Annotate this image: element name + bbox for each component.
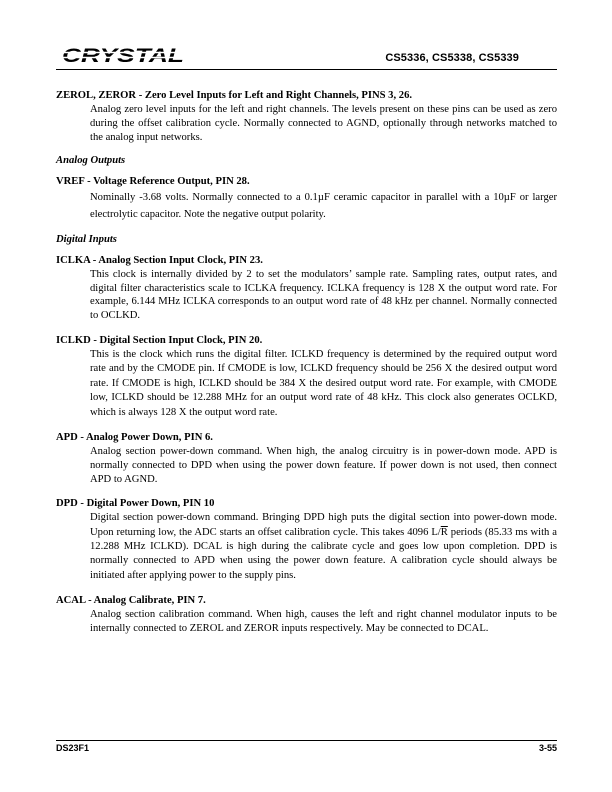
section-iclka — [56, 254, 557, 323]
section-dpd — [56, 497, 557, 583]
footer-page-number: 3-55 — [538, 743, 557, 753]
section-body: Analog section calibration command. When high, causes the left and right channel modulator inputs to be internally connected to ZEROL and ZEROR inputs respectively. May be connected to DCAL. — [90, 609, 557, 634]
section-acal — [56, 594, 557, 636]
section-heading: ZEROL, ZEROR - Zero Level Inputs for Left and Right Channels, PINS 3, 26. — [56, 90, 413, 101]
header-rule — [56, 69, 557, 70]
logo-wordmark: CRYSTAL — [62, 46, 184, 66]
section-body-overbar: $\overline{R}$ — [440, 526, 448, 538]
footer-doc-id: DS23F1 — [56, 743, 90, 753]
section-body-text: periods (85.33 ms with a 12.288 MHz ICLKD). DCAL is high during the calibrate cycle and goes low upon completion. DPD is normally connected to APD when using the power down feature. A calibration cycle should always be initiated after applying power to the supply pins. — [90, 526, 557, 581]
crystal-logo — [60, 46, 188, 66]
section-heading: ICLKA - Analog Section Input Clock, PIN 23. — [56, 254, 263, 266]
section-heading: APD - Analog Power Down, PIN 6. — [56, 432, 213, 443]
footer-rule — [56, 740, 557, 741]
section-body: Nominally -3.68 volts. Normally connected to a 0.1µF ceramic capacitor in parallel with a 10µF or larger electrolytic capacitor. Note the negative output polarity. — [90, 192, 557, 221]
group-label-analog-outputs: Analog Outputs — [56, 155, 126, 167]
group-label-digital-inputs: Digital Inputs — [56, 234, 117, 246]
section-heading: DPD - Digital Power Down, PIN 10 — [56, 498, 215, 510]
section-body-text: Digital section power-down command. Bringing DPD high puts the digital section into power-down mode. Upon returning low, the ADC starts an offset calibration cycle. This takes 4096 L/ — [90, 512, 557, 538]
section-body: This is the clock which runs the digital filter. ICLKD frequency is determined by the required output word rate and by the CMODE pin. If CMODE is low, ICLKD frequency should be 256 X the desired output word rate. If CMODE is high, ICLKD should be 384 X the desired output word rate. For example, with CMODE low, ICLKD should be 12.288 MHz for an output word rate of 48 kHz. This clock also generates OCLKD, which is always 128 X the output word rate. — [90, 348, 557, 418]
section-zerol-zeror — [56, 89, 557, 144]
page-header-title: CS5336, CS5338, CS5339 — [385, 52, 519, 64]
section-heading: ICLKD - Digital Section Input Clock, PIN 20. — [56, 335, 263, 347]
section-iclkd — [56, 334, 557, 420]
section-body: Analog section power-down command. When high, the analog circuitry is in power-down mode. APD is normally connected to DPD when using the power down feature. If power down is not used, then connect APD to AGND. — [90, 445, 557, 485]
section-vref — [56, 175, 557, 223]
section-apd — [56, 431, 557, 486]
document-body — [56, 89, 557, 636]
section-body: This clock is internally divided by 2 to set the modulators’ sample rate. Sampling rates, output rates, and digital filter characteristics scale to ICLKA frequency. ICLKA frequency is 128 X the output word rate. For example, 6.144 MHz ICLKA corresponds to an output word rate of 48 kHz per channel. Normally connected to OCLKD. — [90, 268, 557, 322]
section-body: Analog zero level inputs for the left and right channels. The levels present on these pins can be used as zero during the offset calibration cycle. Normally connected to AGND, optionally through networks matched to the analog input networks. — [90, 103, 557, 143]
section-heading: ACAL - Analog Calibrate, PIN 7. — [56, 595, 206, 607]
section-heading: VREF - Voltage Reference Output, PIN 28. — [56, 176, 250, 188]
section-body — [90, 511, 557, 583]
